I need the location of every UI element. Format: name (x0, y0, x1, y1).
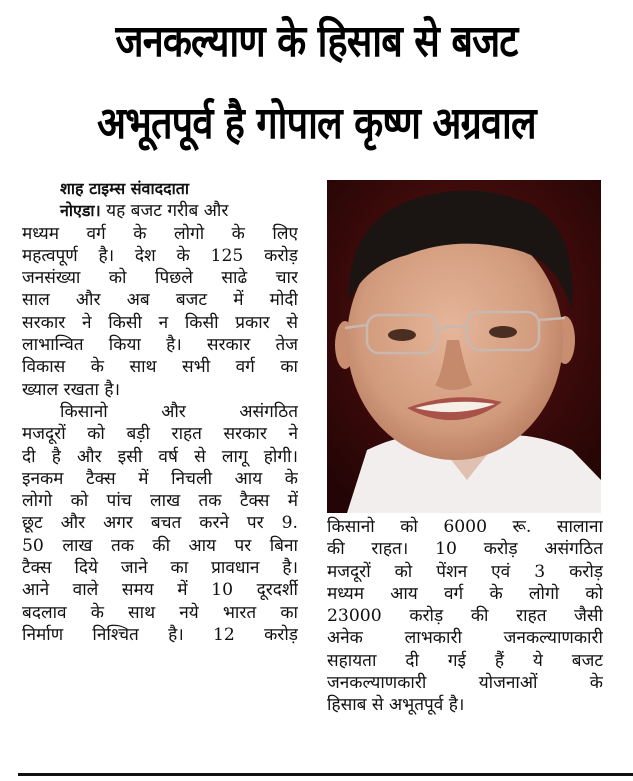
byline: शाह टाइम्स संवाददाता (60, 179, 189, 198)
article-line: मजदूरों को बड़ी राहत सरकार ने (22, 424, 298, 445)
article-line: सहायता दी गई हैं ये बजट (327, 650, 603, 671)
eye-left (388, 329, 416, 341)
article-line: ख्याल रखता है। (22, 379, 121, 400)
article-line: जनसंख्या को पिछले साढे चार (22, 268, 298, 289)
eye-right (489, 326, 517, 338)
article-line: बदलाव के साथ नये भारत का (22, 602, 298, 623)
article-line: मजदूरों को पेंशन एवं 3 करोड़ (327, 561, 603, 582)
article-line: मध्यम वर्ग के लोगो के लिए (22, 223, 298, 244)
article-line: 23000 करोड़ की राहत जैसी (327, 606, 603, 627)
article-line-text: यह बजट गरीब और (100, 201, 229, 222)
article-line: हिसाब से अभूतपूर्व है। (327, 695, 465, 716)
portrait-illustration (327, 180, 601, 513)
article-line: विकास के साथ सभी वर्ग का (22, 357, 298, 378)
article-line: महत्वपूर्ण है। देश के 125 करोड़ (22, 245, 298, 266)
article-line: 50 लाख तक की आय पर बिना (22, 535, 298, 556)
article-line: लाभान्वित किया है। सरकार तेज (22, 335, 298, 356)
article-column-left (22, 178, 298, 646)
article-line: निर्माण निश्चित है। 12 करोड़ (22, 624, 298, 645)
portrait-photo (327, 180, 601, 513)
dateline: नोएडा। (60, 201, 101, 221)
article-column-right (327, 516, 603, 717)
article-line: अनेक लाभकारी जनकल्याणकारी (327, 628, 603, 649)
headline-line-2: अभूतपूर्व है गोपाल कृष्ण अग्रवाल (97, 98, 536, 149)
article-line: किसानो को 6000 रू. सालाना (327, 517, 603, 537)
headline-line-1: जनकल्याण के हिसाब से बजट (115, 16, 518, 67)
article-line: आने वाले समय में 10 दूरदर्शी (22, 580, 298, 601)
article-line: छूट और अगर बचत करने पर 9. (22, 513, 298, 534)
article-line: किसानो और असंगठित (60, 401, 298, 422)
article-line: की राहत। 10 करोड़ असंगठित (327, 539, 603, 560)
article-line: सरकार ने किसी न किसी प्रकार से (22, 312, 298, 333)
article-line: मध्यम आय वर्ग के लोगो को (327, 583, 603, 604)
article-line (22, 200, 298, 222)
bottom-rule (18, 773, 633, 776)
article-line: दी है और इसी वर्ष से लागू होगी। (22, 446, 298, 467)
article-line: साल और अब बजट में मोदी (22, 290, 298, 311)
article-line: जनकल्याणकारी योजनाओं के (327, 673, 603, 694)
article-line: इनकम टैक्स में निचली आय के (22, 468, 298, 489)
article-line: टैक्स दिये जाने का प्रावधान है। (22, 558, 298, 579)
article-line: लोगो को पांच लाख तक टैक्स में (22, 491, 298, 512)
